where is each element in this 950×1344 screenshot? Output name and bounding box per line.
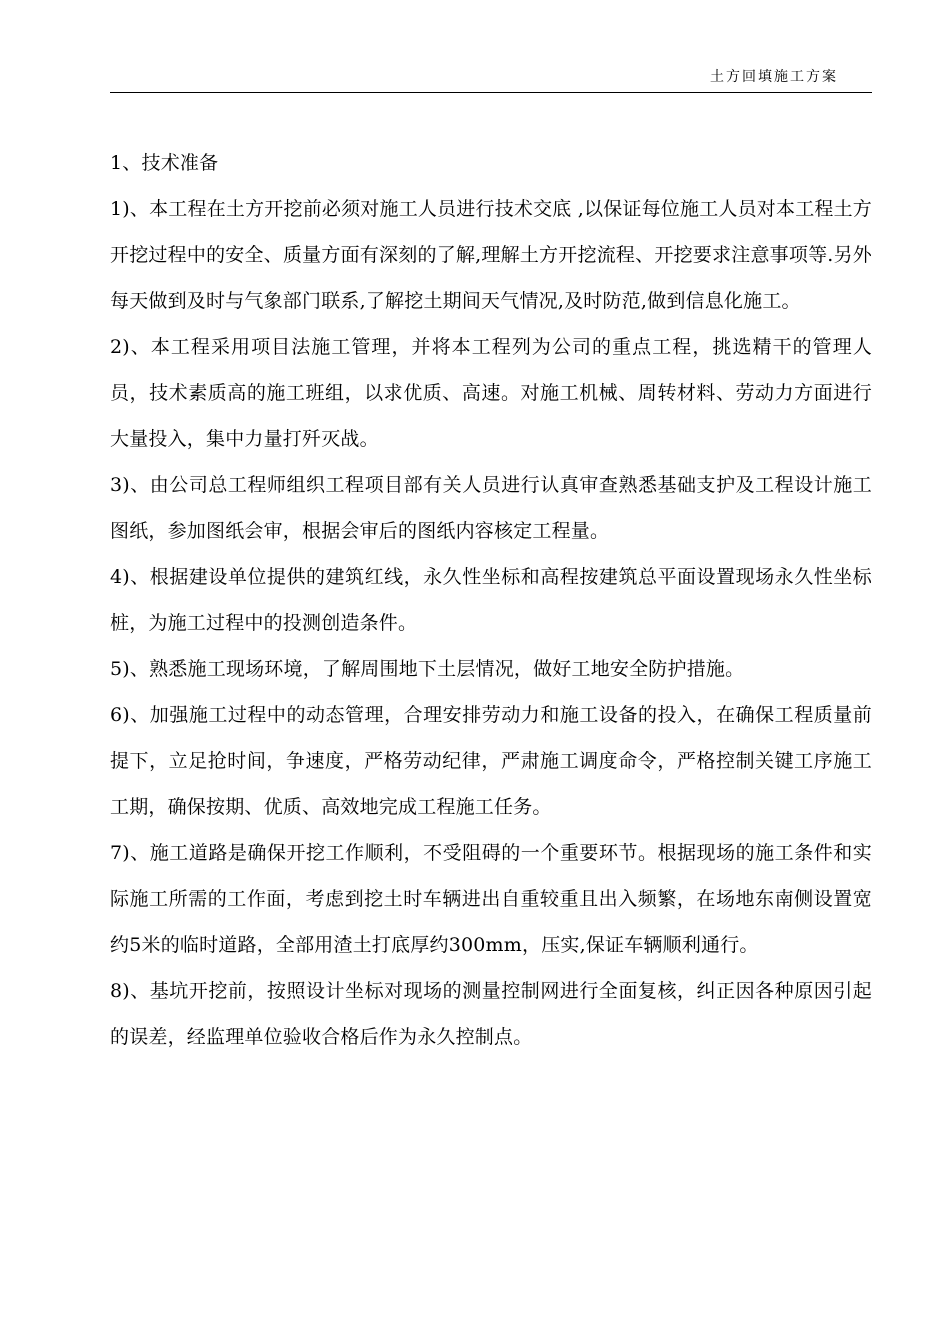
paragraph-2: 2)、本工程采用项目法施工管理，并将本工程列为公司的重点工程，挑选精干的管理人员，技术素质高的施工班组，以求优质、高速。对施工机械、周转材料、劳动力方面进行大量投入，集中力量打歼灭战。 <box>110 336 872 450</box>
paragraph-6: 6)、加强施工过程中的动态管理，合理安排劳动力和施工设备的投入，在确保工程质量前提下，立足抢时间，争速度，严格劳动纪律，严肃施工调度命令，严格控制关键工序施工工期，确保按期、优质、高效地完成工程施工任务。 <box>110 704 872 818</box>
header-divider <box>110 92 872 93</box>
section-title: 1、技术准备 <box>110 152 219 174</box>
paragraph-4: 4)、根据建设单位提供的建筑红线，永久性坐标和高程按建筑总平面设置现场永久性坐标桩，为施工过程中的投测创造条件。 <box>110 566 872 634</box>
header-title: 土方回填施工方案 <box>710 69 838 85</box>
paragraph-1: 1)、本工程在土方开挖前必须对施工人员进行技术交底 ,以保证每位施工人员对本工程土方开挖过程中的安全、质量方面有深刻的了解,理解土方开挖流程、开挖要求注意事项等.另外每天做到及时与气象部门联系,了解挖土期间天气情况,及时防范,做到信息化施工。 <box>110 198 872 312</box>
paragraph-5: 5)、熟悉施工现场环境，了解周围地下土层情况，做好工地安全防护措施。 <box>110 658 745 680</box>
paragraph-8: 8)、基坑开挖前，按照设计坐标对现场的测量控制网进行全面复核，纠正因各种原因引起的误差，经监理单位验收合格后作为永久控制点。 <box>110 980 872 1048</box>
paragraph-7: 7)、施工道路是确保开挖工作顺利，不受阻碍的一个重要环节。根据现场的施工条件和实际施工所需的工作面，考虑到挖土时车辆进出自重较重且出入频繁，在场地东南侧设置宽约5米的临时道路，全部用渣土打底厚约300mm，压实,保证车辆顺利通行。 <box>110 842 872 956</box>
document-body <box>110 140 872 1060</box>
paragraph-3: 3)、由公司总工程师组织工程项目部有关人员进行认真审查熟悉基础支护及工程设计施工图纸，参加图纸会审，根据会审后的图纸内容核定工程量。 <box>110 474 872 542</box>
